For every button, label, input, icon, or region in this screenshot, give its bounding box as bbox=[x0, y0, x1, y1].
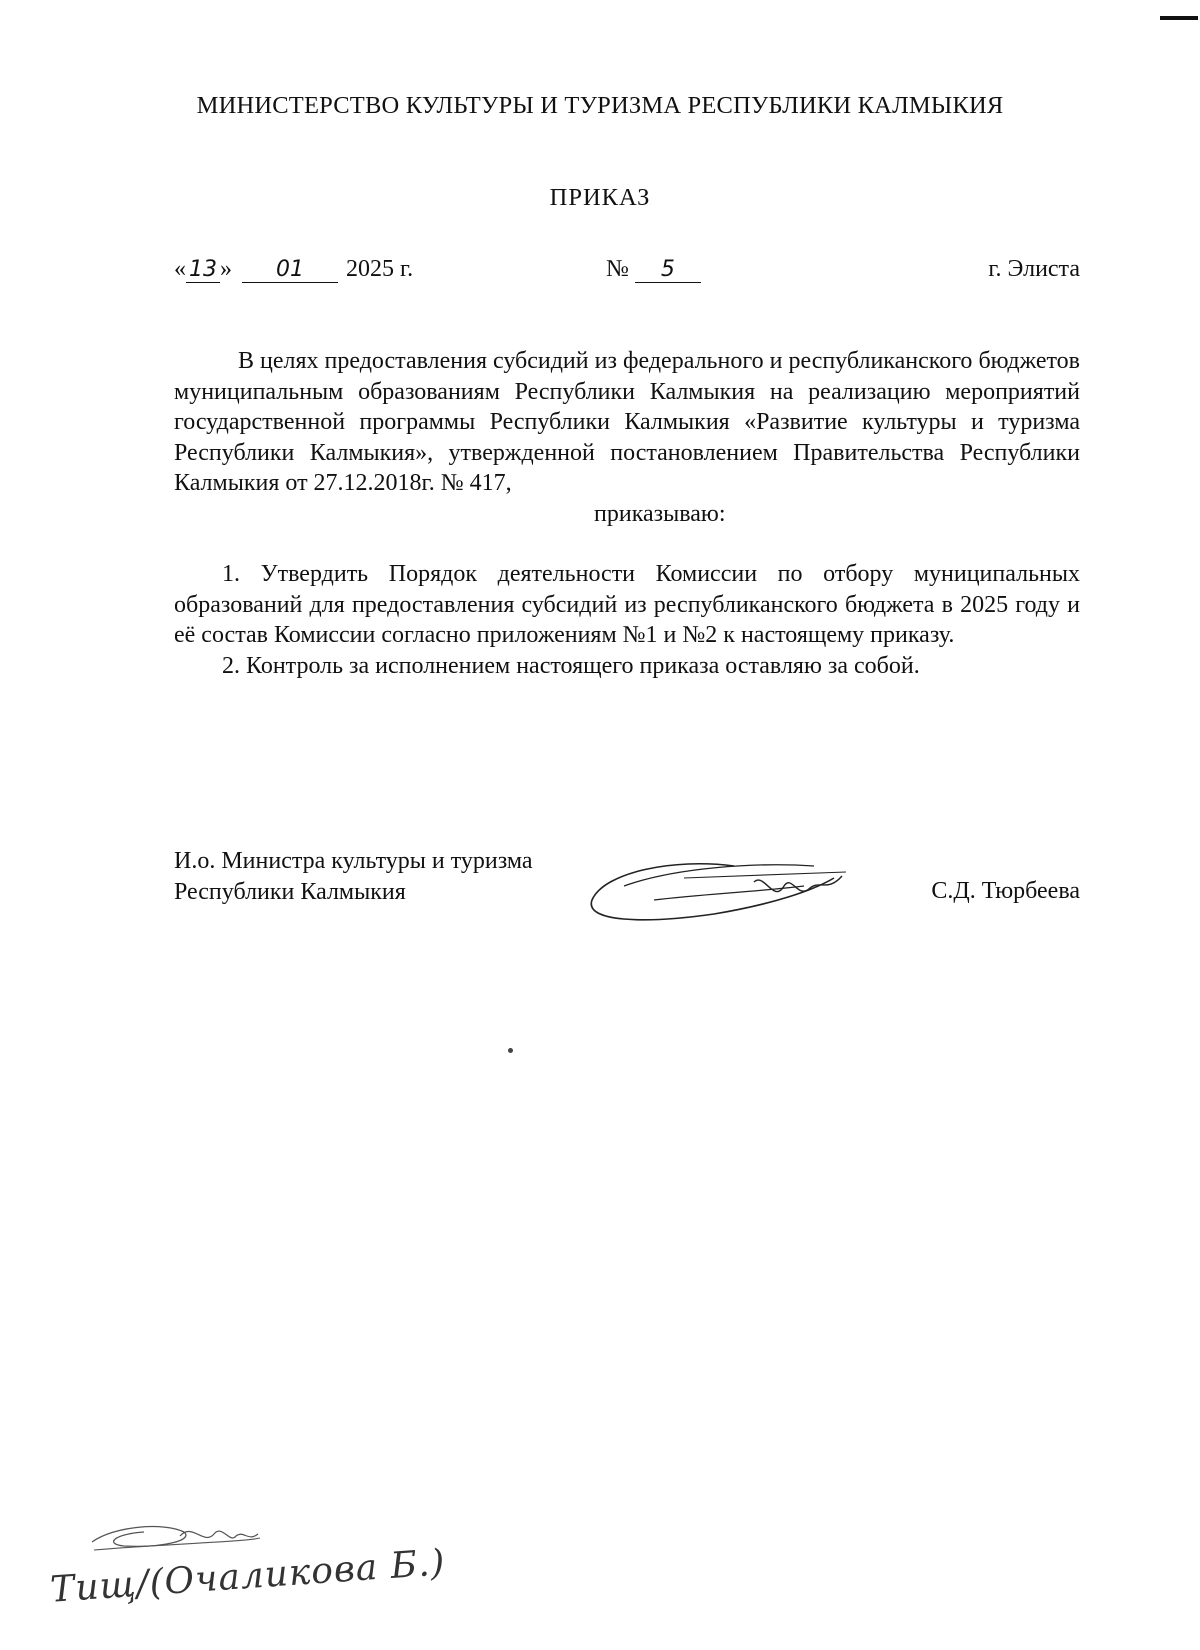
order-item-1: 1. Утвердить Порядок деятельности Комиссии по отбору муниципальных образований для предоставления субсидий из республиканского бюджета в 2025 году и её состав Комиссии согласно приложениям №1 и №2 к настоящему приказу. bbox=[174, 561, 1080, 648]
decree-word: приказываю: bbox=[594, 500, 726, 527]
document-type-title: ПРИКАЗ bbox=[549, 184, 651, 211]
number-value: 5 bbox=[635, 258, 701, 283]
signatory-name: С.Д. Тюрбеева bbox=[931, 878, 1080, 904]
order-number bbox=[606, 256, 701, 283]
date-year: 2025 г. bbox=[346, 256, 414, 282]
number-prefix: № bbox=[606, 256, 629, 282]
quote-close: » bbox=[220, 256, 232, 282]
quote-open: « bbox=[174, 256, 186, 282]
order-item-2: 2. Контроль за исполнением настоящего приказа оставляю за собой. bbox=[222, 652, 920, 679]
city: г. Элиста bbox=[988, 256, 1080, 282]
signatory-position-line-1: И.о. Министра культуры и туризма bbox=[174, 848, 533, 874]
date-month: 01 bbox=[242, 258, 338, 283]
date-day: 13 bbox=[186, 258, 220, 283]
preamble-paragraph: В целях предоставления субсидий из федерального и республиканского бюджетов муниципальным образованиям Республики Калмыкия на реализацию мероприятий государственной программы Республики Калмыкия «Развитие культуры и туризма Республики Калмыкия», утвержденной постановлением Правительства Республики Калмыкия от 27.12.2018г. № 417, bbox=[174, 348, 1080, 496]
date-number-line bbox=[174, 256, 1080, 292]
ministry-heading: МИНИСТЕРСТВО КУЛЬТУРЫ И ТУРИЗМА РЕСПУБЛИКИ КАЛМЫКИЯ bbox=[196, 92, 1004, 119]
handwritten-signature bbox=[584, 842, 854, 932]
signatory-position bbox=[174, 846, 533, 907]
corner-mark bbox=[1160, 16, 1198, 20]
order-date bbox=[174, 256, 413, 283]
stray-dot bbox=[508, 1048, 513, 1053]
signature-block bbox=[174, 846, 1080, 926]
signatory-position-line-2: Республики Калмыкия bbox=[174, 878, 406, 905]
order-body bbox=[174, 346, 1080, 681]
handwritten-note: Тищ/(Очаликова Б.) bbox=[49, 1542, 447, 1611]
